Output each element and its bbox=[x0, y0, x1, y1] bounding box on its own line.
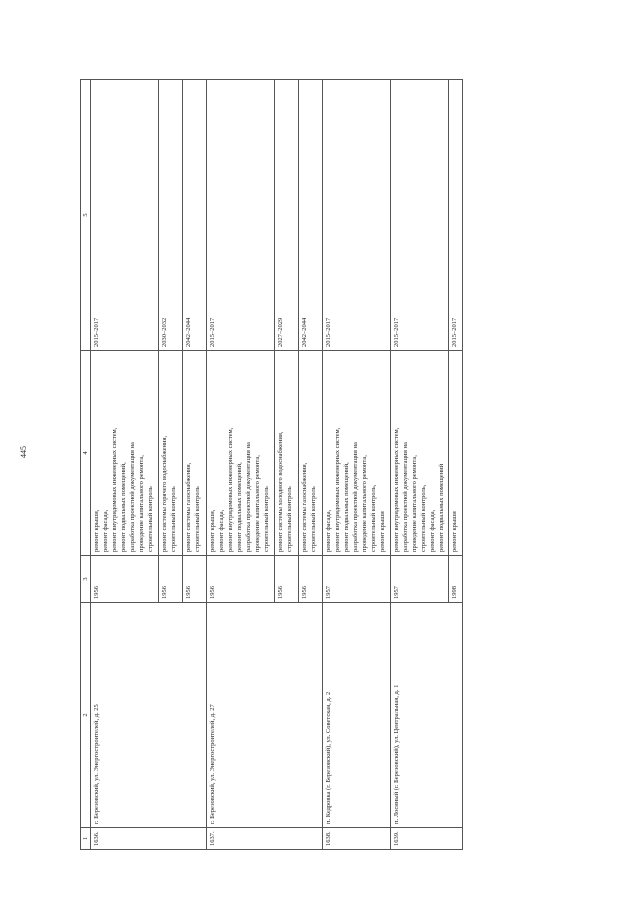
construction-year: 1956 bbox=[299, 556, 323, 603]
construction-year: 1956 bbox=[207, 556, 275, 603]
column-header-4: 4 bbox=[81, 351, 91, 556]
repair-work-item: разработка проектной документации на bbox=[129, 442, 136, 552]
table-row bbox=[91, 80, 159, 850]
repair-work-item: ремонт фасада, bbox=[429, 509, 436, 552]
repair-work-item: ремонт подвальных помещений, bbox=[236, 462, 243, 552]
repair-work-item: ремонт системы газоснабжения, bbox=[301, 462, 308, 552]
repair-work-item: ремонт подвальных помещений bbox=[438, 463, 445, 552]
repair-work-item: ремонт системы холодного водоснабжения, bbox=[277, 431, 284, 552]
repair-work-item: ремонт подвальных помещений, bbox=[343, 462, 350, 552]
header-row bbox=[81, 80, 91, 850]
repair-works bbox=[159, 351, 183, 556]
repair-work-item: ремонт фасада, bbox=[218, 509, 225, 552]
repair-work-item: ремонт фасада, bbox=[102, 509, 109, 552]
repair-period: 2027–2029 bbox=[275, 80, 299, 351]
repair-work-item: ремонт внутридомовых инженерных систем, bbox=[334, 427, 341, 552]
repair-period: 2030–2032 bbox=[159, 80, 183, 351]
building-address: г. Березовский, ул. Энергостроителей, д. 27 bbox=[207, 603, 323, 828]
repair-work-item: строительный контроль, bbox=[370, 484, 377, 552]
building-address: п. Кедровка (г. Березовский), ул. Советская, д. 2 bbox=[323, 603, 391, 828]
column-header-5: 5 bbox=[81, 80, 91, 351]
repair-period: 2015–2017 bbox=[323, 80, 391, 351]
repair-work-item: разработка проектной документации на bbox=[245, 442, 252, 552]
repair-work-item: ремонт крыши bbox=[451, 511, 458, 552]
repair-work-item: проведение капитального ремонта, bbox=[138, 455, 145, 552]
repair-work-item: проведение капитального ремонта, bbox=[361, 455, 368, 552]
table-container bbox=[80, 80, 555, 850]
repair-works bbox=[207, 351, 275, 556]
repair-period: 2015–2017 bbox=[391, 80, 449, 351]
repair-work-item: ремонт системы газоснабжения, bbox=[185, 462, 192, 552]
table-row bbox=[207, 80, 275, 850]
building-address: г. Березовский, ул. Энергостроителей, д. 25 bbox=[91, 603, 207, 828]
column-header-2: 2 bbox=[81, 603, 91, 828]
page-number: 445 bbox=[19, 446, 28, 458]
record-number: 1637. bbox=[207, 828, 323, 850]
repair-work-item: ремонт крыши, bbox=[209, 509, 216, 552]
repair-work-item: разработка проектной документации на bbox=[402, 442, 409, 552]
table-row bbox=[391, 80, 449, 850]
column-header-1: 1 bbox=[81, 828, 91, 850]
repair-works bbox=[449, 351, 463, 556]
rotated-table bbox=[80, 80, 555, 850]
repair-work-item: строительный контроль bbox=[170, 486, 177, 552]
repair-works bbox=[275, 351, 299, 556]
repair-work-item: строительный контроль bbox=[263, 486, 270, 552]
repair-work-item: разработка проектной документации на bbox=[352, 442, 359, 552]
repair-work-item: ремонт подвальных помещений, bbox=[120, 462, 127, 552]
building-address: п. Лосиный (г. Березовский), ул. Центральная, д. 1 bbox=[391, 603, 463, 828]
construction-year: 1956 bbox=[275, 556, 299, 603]
repair-work-item: строительный контроль bbox=[194, 486, 201, 552]
repair-period: 2042–2044 bbox=[299, 80, 323, 351]
column-header-3: 3 bbox=[81, 556, 91, 603]
repair-work-item: строительный контроль bbox=[147, 486, 154, 552]
repair-period: 2015–2017 bbox=[449, 80, 463, 351]
repair-period: 2042–2044 bbox=[183, 80, 207, 351]
repair-work-item: ремонт системы горячего водоснабжения, bbox=[161, 435, 168, 552]
repair-work-item: проведение капитального ремонта, bbox=[411, 455, 418, 552]
repair-work-item: ремонт внутридомовых инженерных систем, bbox=[227, 427, 234, 552]
repair-works bbox=[299, 351, 323, 556]
record-number: 1639. bbox=[391, 828, 463, 850]
construction-year: 1956 bbox=[91, 556, 159, 603]
repair-work-item: ремонт внутридомовых инженерных систем, bbox=[393, 427, 400, 552]
construction-year: 1998 bbox=[449, 556, 463, 603]
repair-period: 2015–2017 bbox=[207, 80, 275, 351]
repair-work-item: строительный контроль bbox=[310, 486, 317, 552]
construction-year: 1957 bbox=[391, 556, 449, 603]
repair-work-item: строительный контроль bbox=[286, 486, 293, 552]
repair-period: 2015–2017 bbox=[91, 80, 159, 351]
table-body bbox=[91, 80, 463, 850]
construction-year: 1957 bbox=[323, 556, 391, 603]
record-number: 1638. bbox=[323, 828, 391, 850]
table-row bbox=[323, 80, 391, 850]
repair-works bbox=[91, 351, 159, 556]
repair-work-item: строительный контроль, bbox=[420, 484, 427, 552]
record-number: 1636. bbox=[91, 828, 207, 850]
repair-works bbox=[323, 351, 391, 556]
repair-work-item: проведение капитального ремонта, bbox=[254, 455, 261, 552]
repair-work-item: ремонт фасада, bbox=[325, 509, 332, 552]
repair-works bbox=[183, 351, 207, 556]
repair-work-item: ремонт крыши, bbox=[93, 509, 100, 552]
construction-year: 1956 bbox=[183, 556, 207, 603]
repair-work-item: ремонт крыши bbox=[379, 511, 386, 552]
construction-year: 1956 bbox=[159, 556, 183, 603]
repair-schedule-table bbox=[80, 79, 463, 850]
repair-work-item: ремонт внутридомовых инженерных систем, bbox=[111, 427, 118, 552]
repair-works bbox=[391, 351, 449, 556]
